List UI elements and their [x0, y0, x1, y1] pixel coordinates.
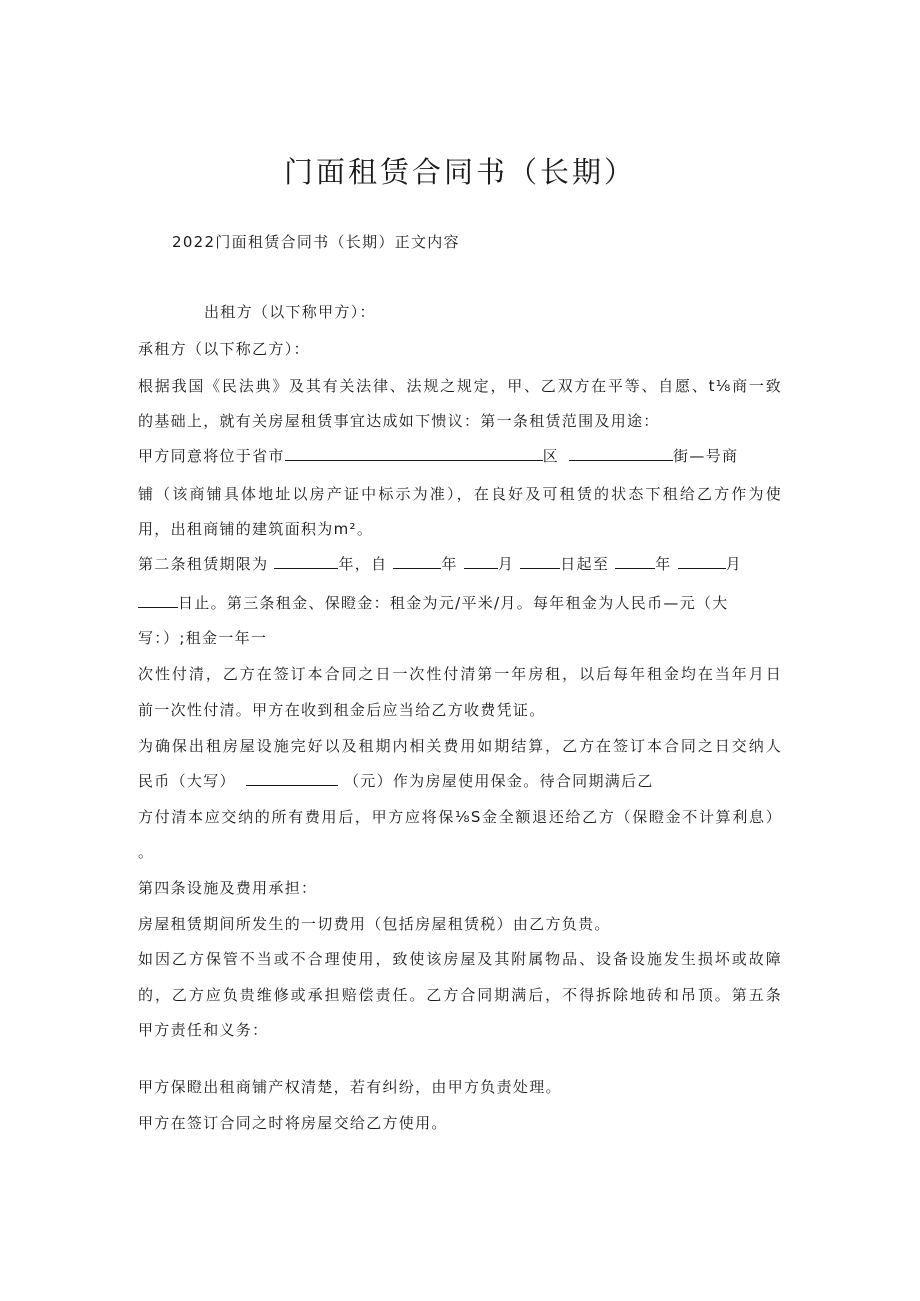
deposit-text: 民币（大写）: [138, 772, 236, 790]
fill-blank-district[interactable]: [569, 446, 673, 461]
address-line: [138, 446, 738, 466]
lessee-line: 承租方（以下称乙方）：: [138, 340, 310, 358]
deposit-text: （元）作为房屋使用保金。待合同期满后乙: [343, 772, 654, 790]
fill-blank-city[interactable]: [285, 446, 543, 461]
fill-blank-deposit[interactable]: [246, 771, 338, 786]
section-heading: 甲方责任和义务：: [138, 1021, 269, 1039]
paragraph-line: 的基础上，就有关房屋租赁事宜达成如下愦议：第一条租赁范围及用途：: [138, 412, 660, 430]
paragraph-line: 甲方在签订合同之时将房屋交给乙方使用。: [138, 1114, 448, 1132]
fill-blank-end-month[interactable]: [678, 554, 726, 569]
term-text: 年，自: [338, 555, 388, 573]
fill-blank-start-month[interactable]: [464, 554, 498, 569]
rent-text: 日止。第三条租金、保瞪金：租金为元/平米/月。每年租金为人民币—元（大: [178, 594, 729, 612]
fill-blank-start-year[interactable]: [393, 554, 441, 569]
fill-blank-end-day[interactable]: [138, 593, 178, 608]
page-title: 门面租赁合同书（长期）: [283, 155, 636, 189]
paragraph-line: 用，出租商铺的建筑面积为m²。: [138, 520, 374, 538]
paragraph-line: 前一次性付清。甲方在收到租金后应当给乙方收费凭证。: [138, 701, 546, 719]
fill-blank-start-day[interactable]: [520, 554, 560, 569]
term-text: 日起至: [560, 555, 610, 573]
lease-term-line: [138, 554, 742, 574]
term-text: 月: [497, 555, 515, 573]
fill-blank-end-year[interactable]: [615, 554, 655, 569]
paragraph-line: 铺（该商铺具体地址以房产证中标示为准），在良好及可租赁的状态下租给乙方作为使: [138, 485, 782, 503]
address-text-province: 甲方同意将位于省市: [138, 447, 285, 465]
term-text: 第二条租赁期限为: [138, 555, 269, 573]
term-text: 年: [655, 555, 672, 573]
address-text-street: 街—号商: [673, 447, 739, 465]
paragraph-line: 次性付清，乙方在签订本合同之日一次性付清第一年房租，以后每年租金均在当年月日: [138, 665, 782, 683]
paragraph-line: 如因乙方保管不当或不合理使用，致使该房屋及其附属物品、设备设施发生损坏或故障: [138, 950, 782, 968]
paragraph-line: 。: [138, 843, 155, 861]
paragraph-line: 甲方保瞪出租商铺产权清楚，若有纠纷，由甲方负责处理。: [138, 1078, 562, 1096]
section-heading: 第四条设施及费用承担：: [138, 879, 318, 897]
lessor-line: 出租方（以下称甲方）：: [204, 303, 376, 321]
address-text-district: 区: [542, 447, 560, 465]
deposit-line: [138, 771, 654, 791]
paragraph-line: 为确保出租房屋设施完好以及租期内相关费用如期结算，乙方在签订本合同之日交纳人: [138, 737, 782, 755]
term-text: 年: [441, 555, 458, 573]
paragraph-line: 的，乙方应负贵维修或承担赔偿责任。乙方合同期满后，不得拆除地砖和吊顶。第五条: [138, 986, 782, 1004]
fill-blank-years[interactable]: [274, 554, 338, 569]
paragraph-line: 写：）;租金一年一: [138, 629, 268, 647]
lease-term-end-line: [138, 593, 729, 613]
document-subtitle: 2022门面租赁合同书（长期）正文内容: [172, 233, 460, 251]
paragraph-line: 方付清本应交纳的所有费用后，甲方应将保⅛S金全额退还给乙方（保瞪金不计算利息）: [138, 808, 782, 826]
term-text: 月: [725, 555, 742, 573]
paragraph-line: 根据我国《民法典》及其有关法律、法规之规定，甲、乙双方在平等、自愿、t⅛商一致: [138, 377, 782, 395]
paragraph-line: 房屋租赁期间所发生的一切费用（包括房屋租赁税）由乙方负贵。: [138, 915, 611, 933]
